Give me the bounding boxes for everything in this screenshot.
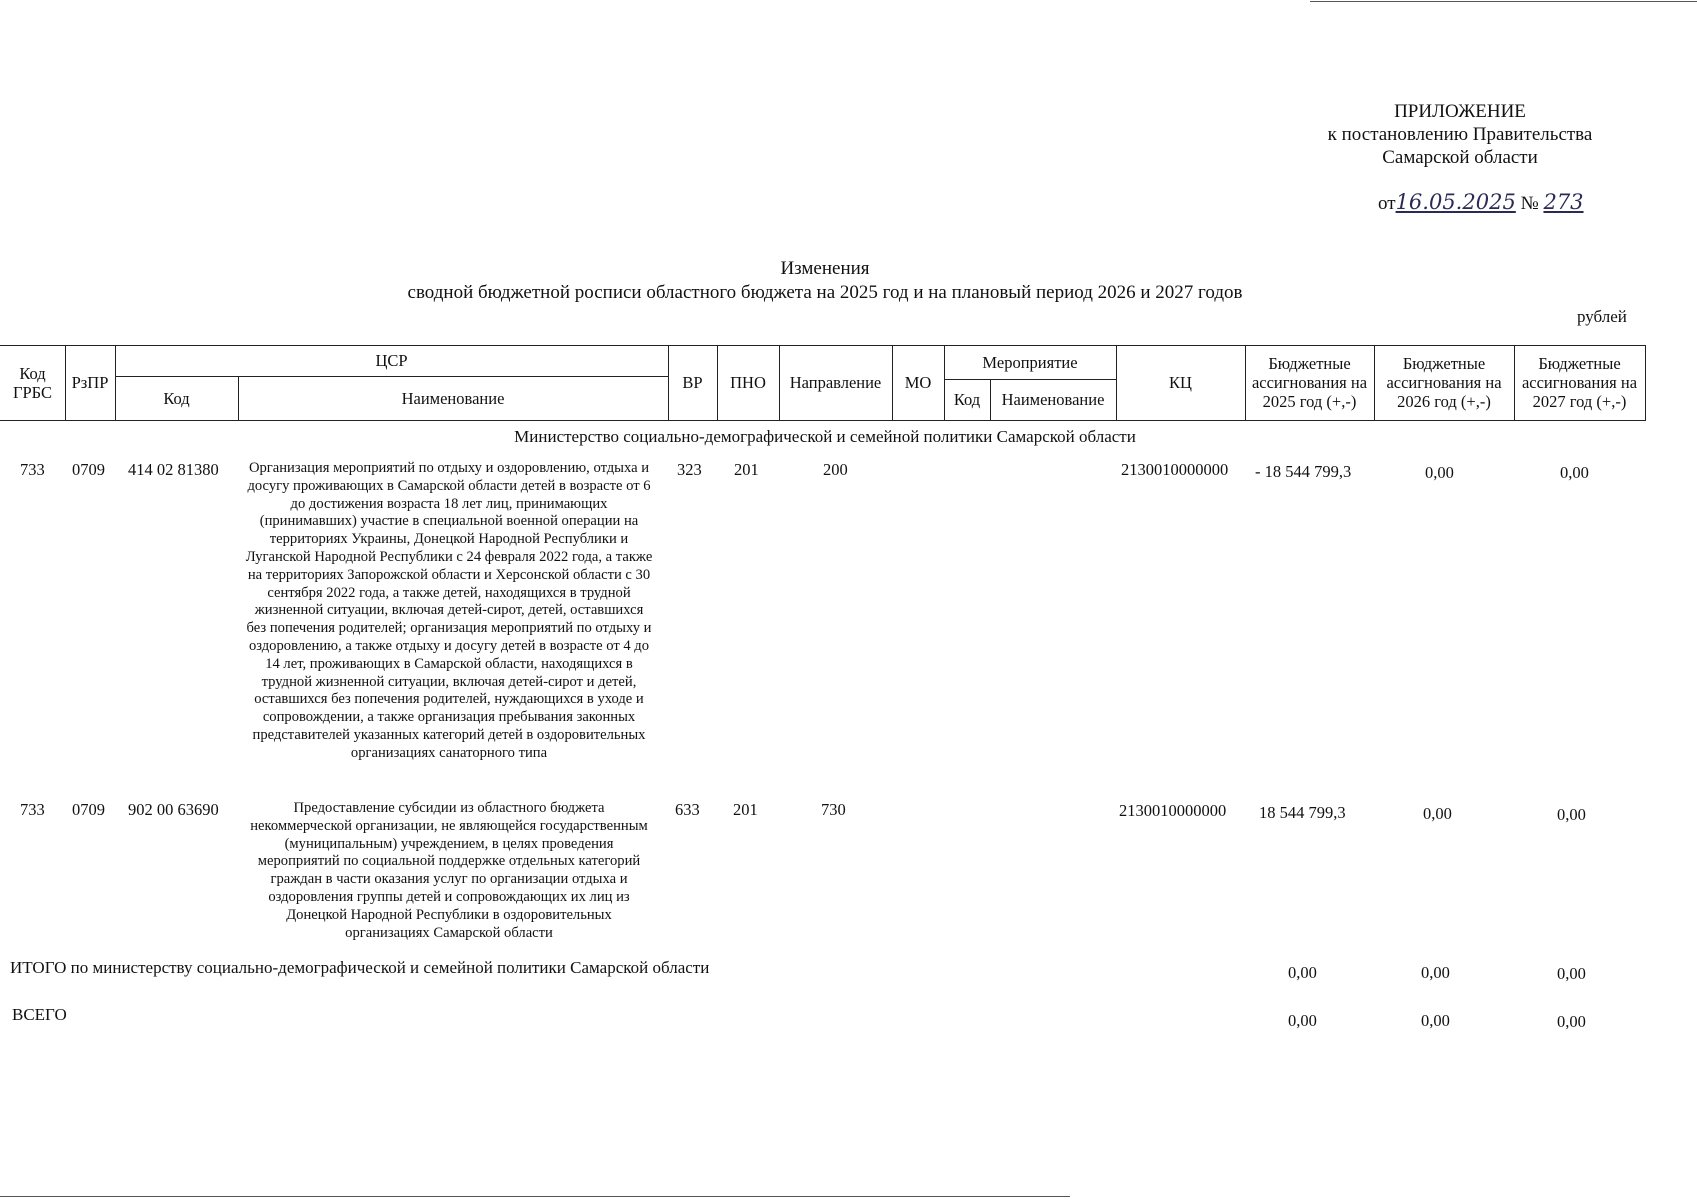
header-bottom-line xyxy=(0,420,1646,421)
row2-rzpr: 0709 xyxy=(72,800,105,819)
appendix-line-1: к постановлению Правительства xyxy=(1327,124,1593,145)
document-subtitle: сводной бюджетной росписи областного бюджета на 2025 год и на плановый период 2026 и 2027 годов xyxy=(407,282,1243,303)
handwritten-date: 16.05.2025 xyxy=(1395,190,1516,214)
ministry-name: Министерство социально-демографической и семейной политики Самарской области xyxy=(514,427,1136,446)
order-line xyxy=(1378,190,1584,215)
header-vr: ВР xyxy=(682,373,703,392)
row2-csr: 902 00 63690 xyxy=(128,800,219,819)
row2-napr: 730 xyxy=(821,800,846,819)
header-b2027: Бюджетные ассигнования на 2027 год (+,-) xyxy=(1521,354,1638,411)
row2-grbs: 733 xyxy=(20,800,45,819)
col-divider xyxy=(1645,345,1646,420)
row2-b2027: 0,00 xyxy=(1557,805,1586,824)
appendix-line-2: Самарской области xyxy=(1382,147,1538,168)
total-all-b2027: 0,00 xyxy=(1557,1012,1586,1031)
header-b2025: Бюджетные ассигнования на 2025 год (+,-) xyxy=(1251,354,1368,411)
row1-b2027: 0,00 xyxy=(1560,463,1589,482)
unit-label: рублей xyxy=(1577,307,1627,326)
total-all-b2025: 0,00 xyxy=(1288,1011,1317,1030)
row2-b2026: 0,00 xyxy=(1423,804,1452,823)
total-ministry-label: ИТОГО по министерству социально-демографической и семейной политики Самарской области xyxy=(10,958,710,977)
header-mo: МО xyxy=(904,373,932,392)
handwritten-number: 273 xyxy=(1543,190,1584,214)
row1-pno: 201 xyxy=(734,460,759,479)
header-csr-kod: Код xyxy=(163,388,190,408)
header-mer-name: Наименование xyxy=(1001,390,1105,409)
scan-edge-bottom xyxy=(0,1196,1070,1197)
date-prefix: от xyxy=(1378,193,1396,214)
total-ministry-b2025: 0,00 xyxy=(1288,963,1317,982)
header-csr-name: Наименование xyxy=(401,388,505,408)
header-rzpr: РзПР xyxy=(71,373,109,392)
row1-grbs: 733 xyxy=(20,460,45,479)
header-napravlenie: Направление xyxy=(789,373,882,392)
row2-name: Предоставление субсидии из областного бюджета некоммерческой организации, не являющейся государственным (муниципальным) учреждением, в целях проведения мероприятий по социальной поддержке отдельных категорий граждан в части оказания услуг по организации отдыха и оздоровления группы детей и сопровождающих их лиц из Донецкой Народной Республики в оздоровительных организациях Самарской области xyxy=(250,800,648,941)
header-b2026: Бюджетные ассигнования на 2026 год (+,-) xyxy=(1386,354,1502,411)
total-ministry-b2026: 0,00 xyxy=(1421,963,1450,982)
row2-pno: 201 xyxy=(733,800,758,819)
number-prefix: № xyxy=(1520,193,1539,214)
document-title: Изменения xyxy=(780,258,870,279)
row1-b2025: - 18 544 799,3 xyxy=(1255,462,1352,481)
appendix-block xyxy=(1310,100,1610,169)
total-all-b2026: 0,00 xyxy=(1421,1011,1450,1030)
header-pno: ПНО xyxy=(730,373,766,392)
row1-kc: 2130010000000 xyxy=(1121,460,1229,479)
header-meropriyatie: Мероприятие xyxy=(982,352,1078,372)
total-all-label: ВСЕГО xyxy=(12,1005,67,1024)
total-ministry-b2027: 0,00 xyxy=(1557,964,1586,983)
row1-napr: 200 xyxy=(823,460,848,479)
row1-rzpr: 0709 xyxy=(72,460,105,479)
row1-csr: 414 02 81380 xyxy=(128,460,219,479)
row1-name: Организация мероприятий по отдыху и оздоровлению, отдыха и досугу проживающих в Самарской области детей в возрасте от 6 до достижения возраста 18 лет лиц, принимающих (принимавших) участие в специальной военной операции на территориях Украины, Донецкой Народной Республики и Луганской Народной Республики с 24 февраля 2022 года, а также на территориях Запорожской области и Херсонской области с 30 сентября 2022 года, а также детей, находящихся в трудной жизненной ситуации, включая детей-сирот, детей, оставшихся без попечения родителей; организация мероприятий по отдыху и оздоровлению, а также отдыху и досугу детей в возрасте от 4 до 14 лет, проживающих в Самарской области, находящихся в трудной жизненной ситуации, включая детей-сирот и детей, оставшихся без попечения родителей, нуждающихся в уходе и сопровождении, а также организация пребывания законных представителей указанных категорий детей в оздоровительных организациях санаторного типа xyxy=(245,460,653,761)
row1-b2026: 0,00 xyxy=(1425,463,1454,482)
row2-b2025: 18 544 799,3 xyxy=(1259,803,1346,822)
row2-vr: 633 xyxy=(675,800,700,819)
header-mer-kod: Код xyxy=(953,390,981,409)
header-kod-grbs: Код ГРБС xyxy=(12,363,53,402)
scan-edge-top xyxy=(1310,1,1697,2)
row2-kc: 2130010000000 xyxy=(1119,801,1227,820)
header-kc: КЦ xyxy=(1169,373,1192,392)
header-csr: ЦСР xyxy=(375,351,408,370)
row1-vr: 323 xyxy=(677,460,702,479)
appendix-title: ПРИЛОЖЕНИЕ xyxy=(1394,101,1526,122)
